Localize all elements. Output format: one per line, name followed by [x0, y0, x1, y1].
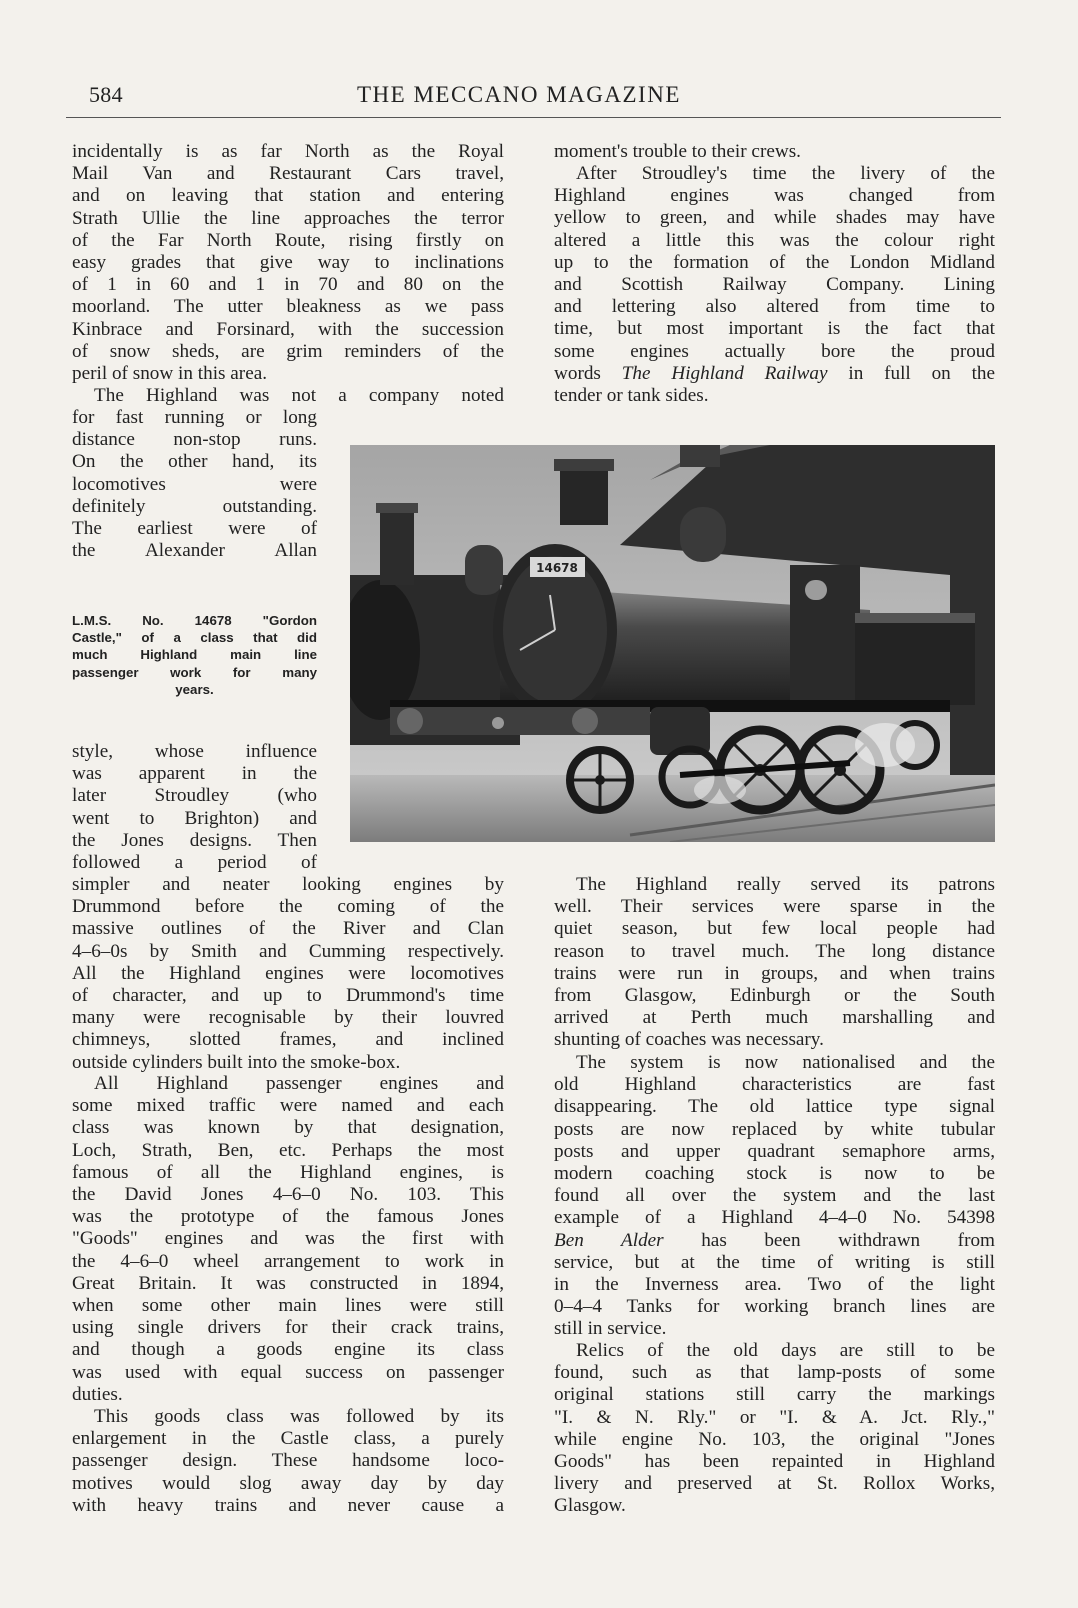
right-paragraph-3: The Highland really served its patrons well. Their services were sparse in the quiet season, but few local people had reason to travel much. The long distance trains were run in groups, and when trains from Glasgow, Edinburgh or the South arrived at Perth much marshalling and shunting of coaches was necessary.: [554, 874, 995, 1051]
magazine-title: THE MECCANO MAGAZINE: [357, 82, 681, 107]
left-paragraph-2-narrow-a: for fast running or long distance non-stop runs. On the other hand, its locomotives were definitely outstanding. The earliest were of the Alexander Allan: [72, 407, 317, 562]
smokebox-number: 14678: [536, 561, 578, 575]
left-paragraph-2-first-line: The Highland was not a company noted: [94, 385, 504, 406]
photo-caption: L.M.S. No. 14678 "Gordon Castle," of a class that did much Highland main line passenger work for many years.: [72, 613, 317, 697]
highland-railway-italic: The Highland Railway: [621, 362, 828, 384]
header-rule: [66, 117, 1001, 118]
left-paragraph-3: All Highland passenger engines and some mixed traffic were named and each class was known by that designation, Loch, Strath, Ben, etc. Perhaps the most famous of all the Highland engines, is the David Jones 4–6–0 No. 103. This was the prototype of the famous Jones "Goods" engines and was the first with the 4–6–0 wheel arrangement to work in Great Britain. It was constructed in 1894, when some other main lines were still using single drivers for their crack trains, and though a goods engine its class was used with equal success on passenger duties.: [72, 1073, 504, 1405]
page-number: 584: [89, 82, 123, 107]
right-paragraph-4: The system is now nationalised and the old Highland characteristics are fast disappearing. The old lattice type signal posts are now replaced by white tubular posts and upper quadrant semaphore arms, modern coaching stock is now to be found all over the system and the last example of a Highland 4–4–0 No. 54398 Ben Alder has been withdrawn from service, but at the time of writing is still in the Inverness area. Two of the light 0–4–4 Tanks for working branch lines are still in service.: [554, 1052, 995, 1340]
page-header: [89, 82, 1001, 116]
right-paragraph-5: Relics of the old days are still to be found, such as that lamp-posts of some original stations still carry the markings "I. & N. Rly." or "I. & A. Jct. Rly.," while engine No. 103, the original "Jones Goods" has been repainted in Highland livery and preserved at St. Rollox Works, Glasgow.: [554, 1340, 995, 1517]
left-paragraph-2-narrow-b: style, whose influence was apparent in the later Stroudley (who went to Brighton) and the Jones designs. Then followed a period of: [72, 741, 317, 874]
left-paragraph-1: incidentally is as far North as the Royal Mail Van and Restaurant Cars travel, and on leaving that station and entering Strath Ullie the line approaches the terror of the Far North Route, rising firstly on easy grades that give way to inclinations of 1 in 60 and 1 in 70 and 80 on the moorland. The utter bleakness as we pass Kinbrace and Forsinard, with the succession of snow sheds, are grim reminders of the peril of snow in this area.: [72, 141, 504, 385]
locomotive-photo: [350, 445, 995, 842]
right-paragraph-1: moment's trouble to their crews.: [554, 141, 801, 162]
ben-alder-italic: Ben Alder: [554, 1229, 664, 1251]
right-paragraph-2: After Stroudley's time the livery of the Highland engines was changed from yellow to green, and while shades may have altered a little this was the colour right up to the formation of the London Midland and Scottish Railway Company. Lining and lettering also altered from time to time, but most important is the fact that some engines actually bore the proud words The Highland Railway in full on the tender or tank sides.: [554, 163, 996, 407]
left-paragraph-4: This goods class was followed by its enlargement in the Castle class, a purely passenger design. These handsome loco- motives would slog away day by day with heavy trains and never cause a: [72, 1406, 504, 1516]
left-paragraph-2-wide: simpler and neater looking engines by Drummond before the coming of the massive outlines of the River and Clan 4–6–0s by Smith and Cumming respectively. All the Highland engines were locomotives of character, and up to Drummond's time many were recognisable by their louvred chimneys, slotted frames, and inclined outside cylinders built into the smoke-box.: [72, 874, 504, 1073]
